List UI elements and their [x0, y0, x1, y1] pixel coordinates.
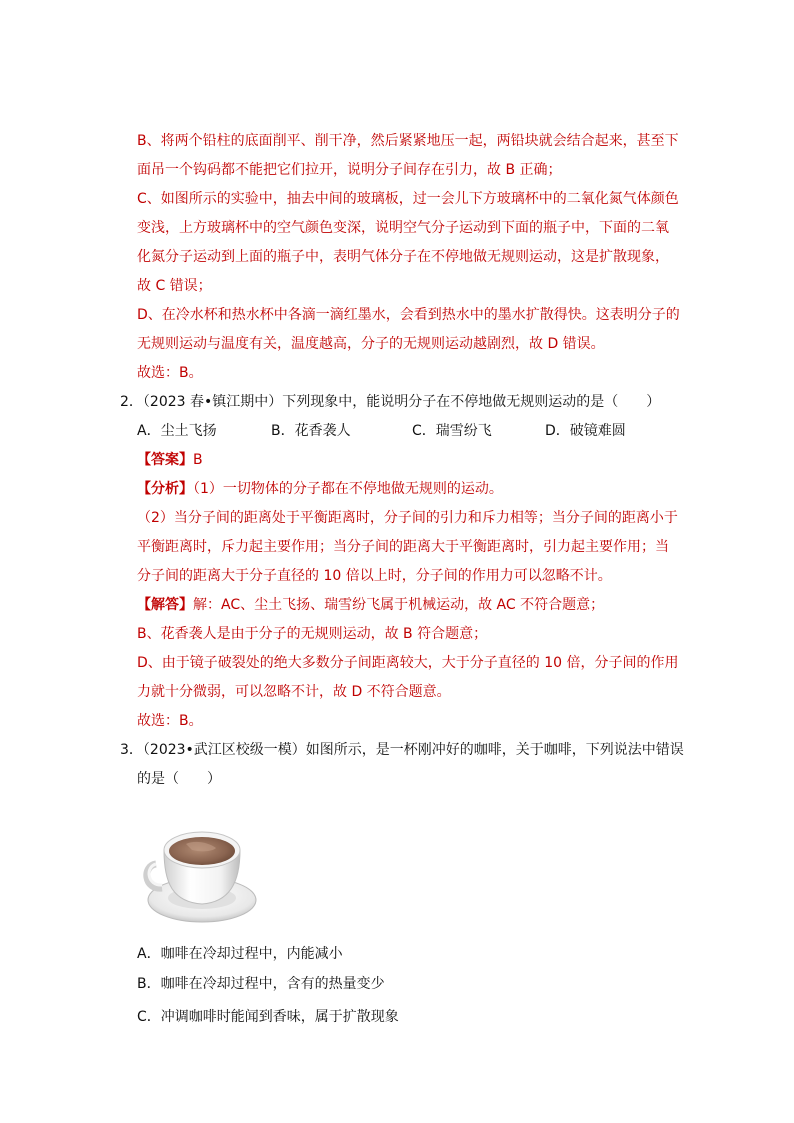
q2-answer: [137, 450, 203, 470]
question-3-text-2: 的是（ ）: [137, 771, 221, 787]
q3-option-a: A．咖啡在冷却过程中，内能减小: [137, 946, 343, 962]
coffee-cup-image: [142, 822, 258, 928]
explanation-b-line-1: B、将两个铅柱的底面削平、削干净，然后紧紧地压一起，两铅块就会结合起来，甚至下: [137, 133, 679, 149]
q3-option-b: B．咖啡在冷却过程中，含有的热量变少: [137, 976, 385, 992]
answer-value: B: [193, 452, 203, 468]
q2-solution-2: B、花香袭人是由于分子的无规则运动，故 B 符合题意；: [137, 626, 488, 642]
q2-analysis-2b: 平衡距离时，斥力起主要作用；当分子间的距离大于平衡距离时，引力起主要作用；当: [137, 539, 669, 555]
analysis-text-1: （1）一切物体的分子都在不停地做无规则的运动。: [193, 481, 503, 497]
q2-option-c: C．瑞雪纷飞: [412, 423, 492, 439]
q2-solution-3b: 力就十分微弱，可以忽略不计，故 D 不符合题意。: [137, 684, 451, 700]
analysis-tag: 【分析】: [137, 481, 193, 497]
explanation-choice: 故选：B。: [137, 365, 203, 381]
question-2-text: 2．（2023 春•镇江期中）下列现象中，能说明分子在不停地做无规则运动的是（ ）: [120, 394, 661, 410]
q2-option-d: D．破镜难圆: [545, 423, 626, 439]
q2-solution-1: [137, 595, 604, 615]
explanation-d-line-1: D、在冷水杯和热水杯中各滴一滴红墨水，会看到热水中的墨水扩散得快。这表明分子的: [137, 307, 680, 323]
solution-tag: 【解答】: [137, 597, 193, 613]
q2-analysis-2c: 分子间的距离大于分子直径的 10 倍以上时，分子间的作用力可以忽略不计。: [137, 568, 612, 584]
q2-option-b: B．花香袭人: [271, 423, 351, 439]
explanation-c-line-2: 变浅，上方玻璃杯中的空气颜色变深，说明空气分子运动到下面的瓶子中，下面的二氧: [137, 220, 669, 236]
explanation-c-line-4: 故 C 错误；: [137, 278, 212, 294]
q2-analysis-1: [137, 479, 503, 499]
explanation-d-line-2: 无规则运动与温度有关，温度越高，分子的无规则运动越剧烈，故 D 错误。: [137, 336, 605, 352]
answer-tag: 【答案】: [137, 452, 193, 468]
explanation-c-line-1: C、如图所示的实验中，抽去中间的玻璃板，过一会儿下方玻璃杯中的二氧化氮气体颜色: [137, 191, 679, 207]
q2-option-a: A．尘土飞扬: [137, 423, 217, 439]
q2-analysis-2a: （2）当分子间的距离处于平衡距离时，分子间的引力和斥力相等；当分子间的距离小于: [137, 510, 678, 526]
explanation-b-line-2: 面吊一个钩码都不能把它们拉开，说明分子间存在引力，故 B 正确；: [137, 162, 562, 178]
q3-option-c: C．冲调咖啡时能闻到香味，属于扩散现象: [137, 1009, 399, 1025]
solution-text-1: 解：AC、尘土飞扬、瑞雪纷飞属于机械运动，故 AC 不符合题意；: [193, 597, 605, 613]
q2-solution-3a: D、由于镜子破裂处的绝大多数分子间距离较大，大于分子直径的 10 倍，分子间的作用: [137, 655, 679, 671]
explanation-c-line-3: 化氮分子运动到上面的瓶子中，表明气体分子在不停地做无规则运动，这是扩散现象，: [137, 249, 669, 265]
question-3-text-1: 3．（2023•武江区校级一模）如图所示，是一杯刚冲好的咖啡，关于咖啡，下列说法中错误: [120, 742, 684, 758]
q2-choice: 故选：B。: [137, 713, 203, 729]
